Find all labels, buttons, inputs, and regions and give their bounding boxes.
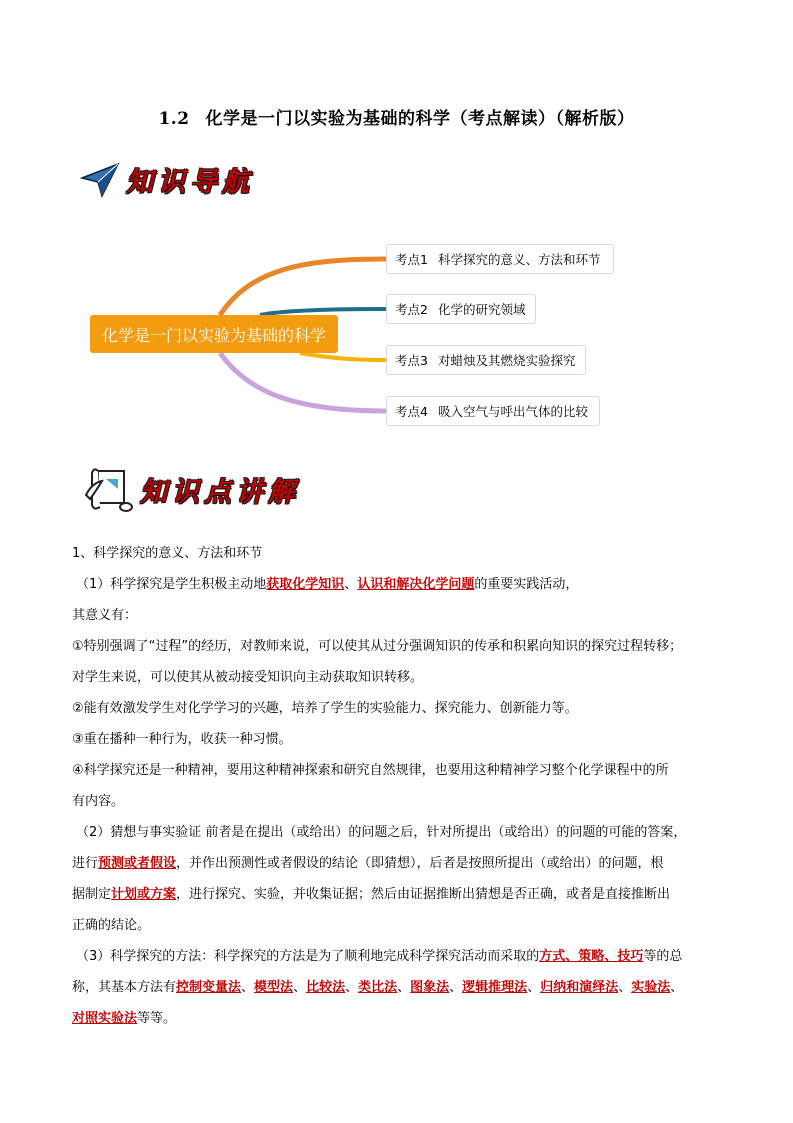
paragraph-3: ①特别强调了“过程”的经历，对教师来说，可以使其从过分强调知识的传承和积累向知识的探究过程转移； (72, 639, 683, 654)
scroll-quill-icon (82, 465, 134, 513)
content-body (72, 538, 728, 1034)
paper-plane-icon (80, 162, 120, 198)
highlight: 获取化学知识 (266, 577, 345, 592)
section-label: 知识导航 (126, 167, 254, 198)
branch-text: 化学的研究领域 (437, 302, 526, 317)
highlight: 方式 (539, 949, 566, 964)
highlight: 归纳和演绎法 (540, 980, 619, 995)
title-number: 1.2 (158, 109, 190, 129)
branch-key: 考点2 (395, 302, 428, 317)
section-knowledge-explanation (82, 465, 300, 513)
mindmap-branch-4 (386, 396, 600, 426)
section-label: 知识点讲解 (140, 476, 300, 508)
paragraph-12: 正确的结论。 (72, 918, 151, 933)
branch-key: 考点1 (395, 252, 428, 267)
paragraph-9: （2）猜想与事实验证 前者是在提出（或给出）的问题之后，针对所提出（或给出）的问题的可能的答案， (76, 825, 687, 840)
highlight: 技巧 (617, 949, 644, 964)
branch-text: 科学探究的意义、方法和环节 (437, 252, 601, 267)
mindmap-branch-2 (386, 294, 536, 324)
highlight: 策略 (578, 949, 605, 964)
mindmap-central-node: 化学是一门以实验为基础的科学 (90, 315, 338, 353)
paragraph-4: 对学生来说，可以使其从被动接受知识向主动获取知识转移。 (72, 670, 424, 685)
mindmap-branch-3 (386, 345, 586, 375)
page-title (0, 104, 793, 129)
paragraph-14: 称，其基本方法有控制变量法、模型法、比较法、类比法、图象法、逻辑推理法、归纳和演绎法、实验法、 (72, 980, 684, 995)
connector-4 (220, 353, 386, 411)
title-text: 化学是一门以实验为基础的科学（考点解读）（解析版） (205, 109, 635, 129)
paragraph-2: 其意义有： (72, 608, 138, 623)
paragraph-7: ④科学探究还是一种精神，要用这种精神探索和研究自然规律，也要用这种精神学习整个化学课程中的所 (72, 763, 669, 778)
section-knowledge-navigation (80, 160, 254, 199)
paragraph-5: ②能有效激发学生对化学学习的兴趣，培养了学生的实验能力、探究能力、创新能力等。 (72, 701, 578, 716)
branch-text: 对蜡烛及其燃烧实验探究 (437, 353, 576, 368)
paragraph-6: ③重在播种一种行为，收获一种习惯。 (72, 732, 292, 747)
paragraph-8: 有内容。 (72, 794, 125, 809)
branch-key: 考点3 (395, 353, 428, 368)
highlight: 逻辑推理法 (462, 980, 528, 995)
content-heading: 1、科学探究的意义、方法和环节 (72, 546, 263, 561)
highlight: 控制变量法 (176, 980, 242, 995)
paragraph-10: 进行预测或者假设，并作出预测性或者假设的结论（即猜想），后者是按照所提出（或给出）的问题，根 (72, 856, 664, 871)
highlight: 实验法 (631, 980, 671, 995)
highlight: 计划或方案 (111, 887, 177, 902)
highlight: 比较法 (306, 980, 346, 995)
paragraph-11: 据制定计划或方案，进行探究、实验，并收集证据；然后由证据推断出猜想是否正确，或者是直接推断出 (72, 887, 671, 902)
mindmap-branch-1 (386, 244, 614, 274)
connector-1 (220, 259, 386, 315)
paragraph-15: 对照实验法等等。 (72, 1011, 177, 1026)
paragraph-13: （3）科学探究的方法：科学探究的方法是为了顺利地完成科学探究活动而采取的方式、策略、技巧等的总 (76, 949, 683, 964)
branch-text: 吸入空气与呼出气体的比较 (437, 404, 588, 419)
highlight: 认识和解决化学问题 (357, 577, 475, 592)
branch-key: 考点4 (395, 404, 428, 419)
highlight: 模型法 (254, 980, 294, 995)
connector-3 (300, 353, 386, 360)
highlight: 类比法 (358, 980, 398, 995)
highlight: 对照实验法 (72, 1011, 138, 1026)
highlight: 预测或者假设 (98, 856, 177, 871)
paragraph-1: （1）科学探究是学生积极主动地获取化学知识、认识和解决化学问题的重要实践活动， (76, 577, 579, 592)
highlight: 图象法 (410, 980, 450, 995)
